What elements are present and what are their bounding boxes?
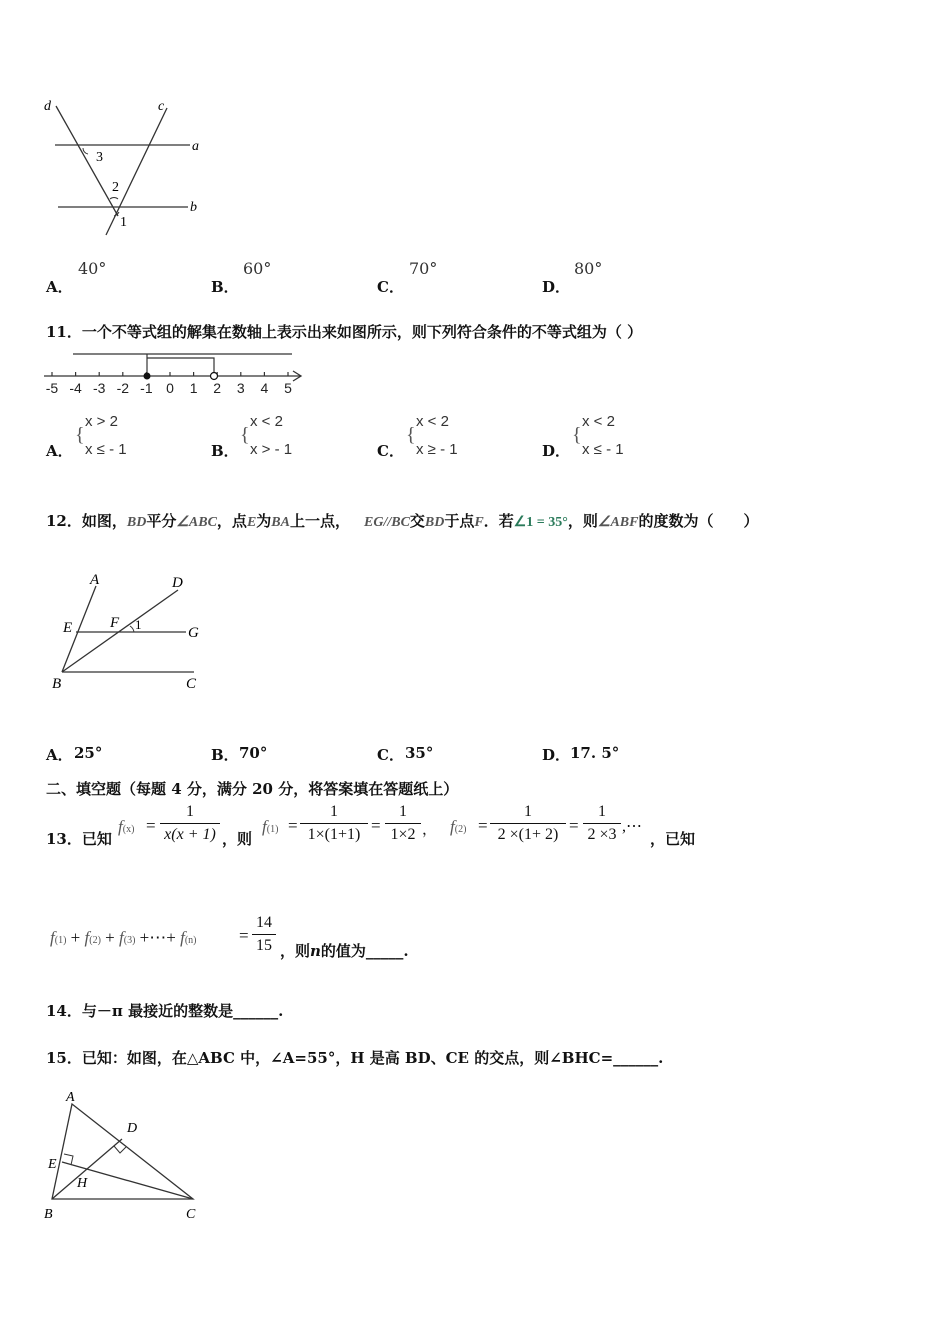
q13-tail-1: ，则: [280, 942, 311, 960]
q13-prefix: 13．已知: [46, 830, 112, 848]
q13-frac1-num: 1: [186, 803, 194, 820]
q12-stem-m8: ∠1 = 35°: [513, 515, 568, 530]
label-angle-2: 2: [112, 180, 119, 195]
q13-frac5-den: 2 ×3: [587, 826, 617, 843]
q13-frac1: [160, 803, 220, 844]
q12-stem-p4: 为: [256, 512, 272, 530]
q13-sum-f3: f: [119, 928, 124, 947]
q13-f1-f: f: [262, 817, 267, 836]
right-angle-D: [114, 1146, 126, 1153]
q12-option-c-letter: C．: [377, 746, 404, 764]
angle-3-arc: [83, 148, 88, 154]
q13-f1: [262, 817, 278, 837]
q12-option-a-value: 25°: [74, 744, 103, 762]
label-a: a: [192, 139, 199, 154]
q10-option-d-value: 80°: [574, 259, 603, 278]
axis-tick-label: -4: [69, 380, 82, 396]
q10-option-b-value: 60°: [243, 259, 272, 278]
q12-stem-p6: 交: [409, 512, 425, 530]
q13-tail: [280, 940, 409, 961]
q13-comma: ，: [422, 820, 438, 838]
label-E: E: [48, 1157, 57, 1172]
q13-frac2-num: 1: [330, 803, 338, 820]
q11-option-b-letter: B．: [211, 442, 239, 460]
q13-sum-dots: +⋯+: [139, 928, 176, 947]
axis-tick-label: -5: [45, 380, 59, 396]
q11-stem: 11．一个不等式组的解集在数轴上表示出来如图所示，则下列符合条件的不等式组为（ ）: [46, 323, 643, 341]
q13-frac3-num: 1: [399, 803, 407, 820]
q11-number-line: [40, 346, 310, 396]
q13-f2: [450, 817, 466, 837]
label-B: B: [52, 676, 62, 692]
q13-frac6-den: 15: [256, 937, 272, 954]
q12-option-b-value: 70°: [239, 744, 268, 762]
q12-stem-m1: BD: [126, 515, 147, 530]
label-D: D: [172, 575, 183, 591]
axis-tick-label: -2: [116, 380, 130, 396]
q10-option-b-letter: B．: [211, 278, 239, 296]
axis-tick-label: 5: [284, 380, 292, 396]
q13-fx-f: f: [118, 817, 123, 836]
q13-sum-f1: f: [50, 928, 55, 947]
angle-1-arc: [130, 626, 134, 632]
triangle-ABC: [52, 1104, 193, 1199]
axis-tick-label: 4: [260, 380, 269, 396]
label-E: E: [63, 620, 73, 636]
q13-frac5: [583, 803, 621, 844]
q13-tail-2: 的值为_____.: [320, 942, 409, 960]
q13-sum-fn: f: [180, 928, 185, 947]
q12-option-c-value: 35°: [405, 744, 434, 762]
q11-option-d-line1: x < 2: [582, 413, 615, 430]
label-angle-1: 1: [135, 617, 142, 632]
q13-f2-sub: (2): [454, 824, 467, 835]
q13-sum-plus1: +: [70, 928, 81, 947]
q13-dots: ,⋯: [622, 818, 642, 835]
q13-frac6-num: 14: [256, 914, 272, 931]
q12-stem-p7: 于点: [444, 512, 475, 530]
axis-tick-labels: [46, 380, 292, 396]
closed-dot: [144, 373, 151, 380]
q13-eq1: =: [146, 816, 156, 835]
label-d: d: [44, 99, 51, 114]
q11-option-c-line1: x < 2: [416, 413, 449, 430]
q12-stem-p5: 上一点，: [289, 512, 350, 530]
q11-option-c-letter: C．: [377, 442, 404, 460]
q12-option-a-letter: A．: [46, 746, 73, 764]
q11-option-b-line1: x < 2: [250, 413, 283, 430]
label-G: G: [188, 625, 199, 641]
q13-frac3-den: 1×2: [390, 826, 416, 843]
q11-option-c-line2: x ≥ - 1: [416, 441, 458, 458]
label-angle-1: 1: [120, 215, 127, 230]
q13-sum-plus2: +: [105, 928, 115, 947]
q13-eq3: =: [371, 816, 381, 835]
label-angle-3: 3: [96, 150, 103, 165]
q12-stem-p2: 平分: [146, 512, 177, 530]
q12-stem-m5: EG//BC: [364, 515, 410, 530]
label-F: F: [110, 615, 120, 631]
q11-option-d-letter: D．: [542, 442, 571, 460]
open-dot: [211, 373, 218, 380]
q12-stem-m7: F: [474, 515, 484, 530]
label-H: H: [77, 1176, 88, 1191]
q13-sum: [50, 928, 197, 948]
q13-known: ，已知: [650, 830, 696, 848]
q13-eq5: =: [569, 816, 579, 835]
q11-option-d-brace: {: [572, 424, 582, 446]
q13-frac6: [252, 914, 276, 955]
q12-figure: [46, 568, 216, 696]
q12-stem-p1: 12．如图，: [46, 512, 127, 530]
q12-stem-m2: ∠ABC: [176, 515, 217, 530]
q13-frac2: [300, 803, 368, 844]
q11-option-a-brace: {: [75, 424, 85, 446]
q13-frac4-den: 2 ×(1+ 2): [497, 826, 559, 843]
label-D: D: [127, 1121, 138, 1136]
q11-option-a-line1: x > 2: [85, 413, 118, 430]
axis-tick-label: 3: [236, 380, 245, 396]
q12-stem-p9: ，则: [567, 512, 598, 530]
q11-option-a-line2: x ≤ - 1: [85, 441, 127, 458]
q13-eq6: =: [239, 926, 249, 945]
q13-frac3: [385, 803, 421, 844]
label-A: A: [90, 572, 100, 588]
q12-stem-p10: 的度数为（ ）: [638, 512, 759, 530]
q13-frac4-num: 1: [524, 803, 532, 820]
q12-stem-m4: BA: [271, 515, 290, 530]
q10-option-c-letter: C．: [377, 278, 404, 296]
label-B: B: [44, 1207, 53, 1222]
q11-option-c-brace: {: [406, 424, 416, 446]
q13-sum-sub1: (1): [54, 935, 67, 946]
label-C: C: [186, 1207, 196, 1222]
q13-eq2: =: [288, 816, 298, 835]
q13-sum-subn: (n): [184, 935, 197, 946]
label-b: b: [190, 200, 197, 215]
q13-frac2-den: 1×(1+1): [307, 826, 361, 843]
axis-tick-label: -1: [140, 380, 153, 396]
q10-option-a-letter: A．: [46, 278, 73, 296]
q13-tail-n: n: [310, 942, 321, 960]
q12-stem: [46, 510, 759, 531]
q15-figure: [40, 1084, 210, 1226]
q12-stem-p3: ，点: [216, 512, 247, 530]
line-BD: [62, 590, 178, 672]
q10-option-c-value: 70°: [409, 259, 438, 278]
q10-figure: [40, 92, 220, 242]
q13-eq4: =: [478, 816, 488, 835]
q10-option-a-value: 40°: [78, 259, 107, 278]
q12-stem-m9: ∠ABF: [597, 515, 639, 530]
q15-text: 15．已知：如图，在△ABC 中，∠A=55°，H 是高 BD、CE 的交点，则∠BHC=______.: [46, 1049, 664, 1067]
label-c: c: [158, 99, 165, 114]
q12-stem-m3: E: [246, 515, 257, 530]
axis-tick-label: 2: [213, 380, 222, 396]
line-d: [56, 106, 118, 216]
q12-option-d-letter: D．: [542, 746, 571, 764]
q13-sum-sub2: (2): [89, 935, 101, 946]
q12-option-b-letter: B．: [211, 746, 239, 764]
q13-frac1-den: x(x + 1): [164, 826, 216, 843]
q13-sum-f2: f: [84, 928, 90, 947]
q13-fx: [118, 817, 134, 837]
q12-stem-m6: BD: [424, 515, 445, 530]
q13-fx-sub: (x): [122, 824, 135, 835]
angle-2-arc: [110, 197, 118, 199]
q13-f1-sub: (1): [266, 824, 279, 835]
label-C: C: [186, 676, 197, 692]
q13-frac5-num: 1: [598, 803, 606, 820]
q13-f2-f: f: [450, 817, 455, 836]
section-title-fill-in: 二、填空题（每题 4 分，满分 20 分，将答案填在答题纸上）: [46, 780, 459, 798]
q12-option-d-value: 17. 5°: [570, 744, 620, 762]
q11-option-b-line2: x > - 1: [250, 441, 293, 458]
axis-tick-label: 1: [189, 380, 198, 396]
q11-option-b-brace: {: [240, 424, 250, 446]
axis-tick-label: -3: [92, 380, 106, 396]
q13-frac4: [490, 803, 566, 844]
q14-text: 14．与－π 最接近的整数是______.: [46, 1002, 284, 1020]
q10-option-d-letter: D．: [542, 278, 571, 296]
bracket-right: [147, 358, 214, 376]
q11-option-d-line2: x ≤ - 1: [582, 441, 624, 458]
q13-then: ，则: [222, 830, 253, 848]
q11-option-a-letter: A．: [46, 442, 73, 460]
axis-tick-label: 0: [166, 380, 174, 396]
q12-stem-p8: ．若: [483, 512, 514, 530]
q13-sum-sub3: (3): [123, 935, 136, 946]
label-A: A: [66, 1090, 75, 1105]
